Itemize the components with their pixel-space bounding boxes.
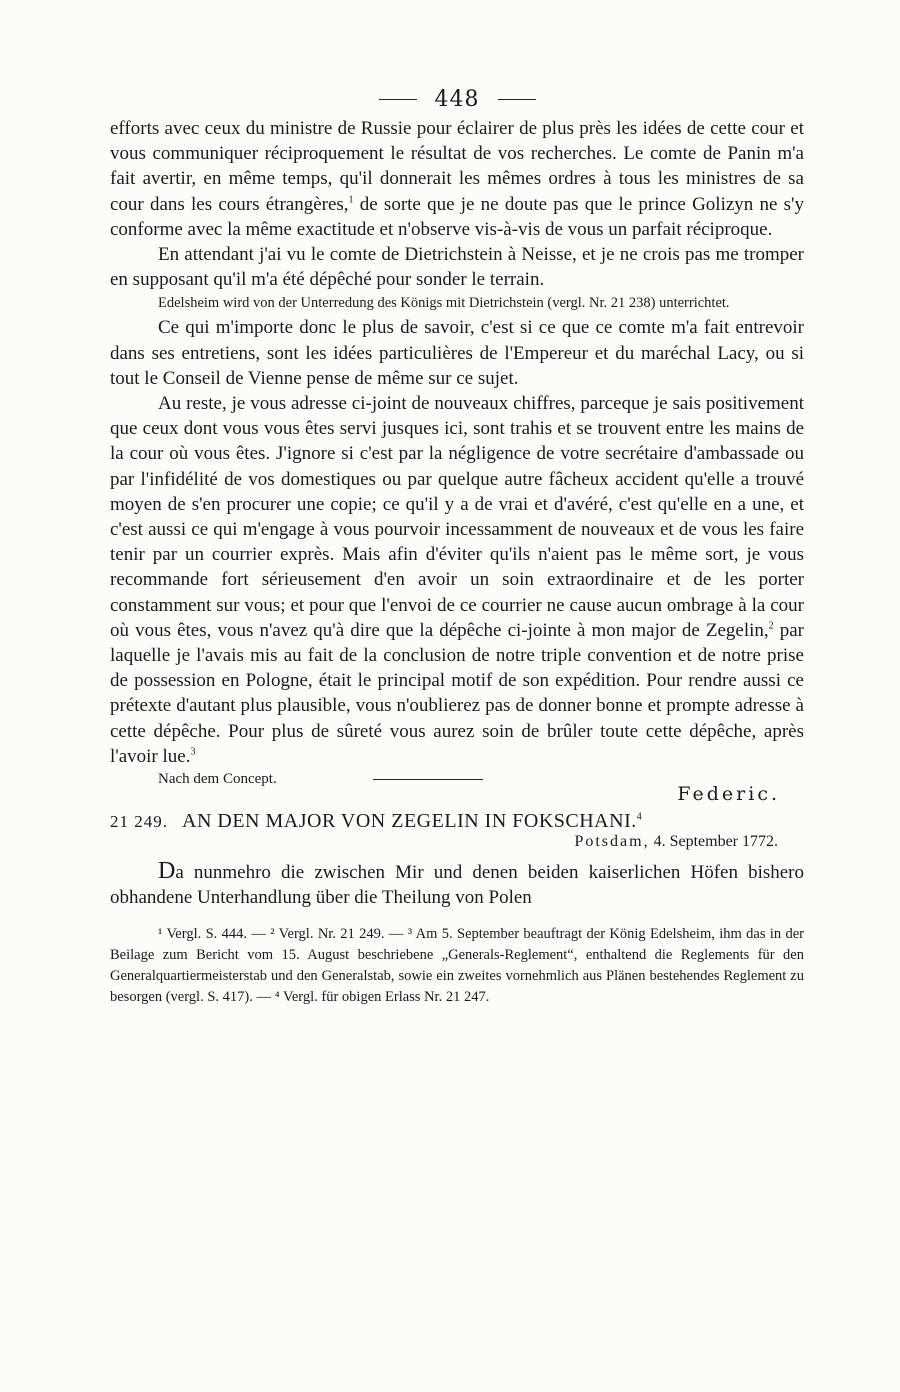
footnote-ref-4: 4 [636,811,643,823]
source-note: Nach dem Concept. [158,771,277,788]
letter-title: AN DEN MAJOR VON ZEGELIN IN FOKSCHANI. [182,810,637,833]
paragraph-2: En attendant j'ai vu le comte de Dietrichstein à Neisse, et je ne crois pas me tromper en supposant qu'il m'a été dépêché pour sonder le terrain. [110,244,804,291]
header-dash-left [379,99,417,100]
dateline-date: 4. September 1772. [653,833,778,851]
footnote-text: ¹ Vergl. S. 444. — ² Vergl. Nr. 21 249. — ³ Am 5. September beauftragt der König Edelsheim, ihm das in der Beilage zum Bericht vom 15. August beschriebene „Generals-Reglement“, enthaltend die Reglements für den Generalquartiermeisterstab und den Generalstab, sowie ein zweites vornehmlich aus Plänen bestehendes Reglement zu besorgen (vergl. S. 417). — ⁴ Vergl. für obigen Erlass Nr. 21 247. [110,926,804,1006]
paragraph-3: Ce qui m'importe donc le plus de savoir, c'est si ce que ce comte m'a fait entrevoir dans ses entretiens, sont les idées particulières de l'Empereur et du maréchal Lacy, ou si tout le Conseil de Vienne pense de même sur ce sujet. [110,317,804,389]
letter-number: 21 249. [110,812,168,832]
letter-opening: Da nunmehro die zwischen Mir und denen beiden kaiserlichen Höfen bishero obhandene Unterhandlung über die Theilung von Polen [110,858,804,909]
header-dash-right [498,99,536,100]
paragraph-4: Au reste, je vous adresse ci-joint de nouveaux chiffres, parceque je sais positivement que ceux dont vous vous êtes servi jusques ici, sont trahis et se trouvent entre les mains de la cour où vous êtes. J'ignore si c'est par la négligence de votre secrétaire d'ambassade ou par l'infidélité de vos domestiques ou par quelque autre fâcheux accident qu'elle a trouvé moyen de s'en procurer une copie; ce qu'il y a de vrai et d'avéré, c'est qu'elle en a une, et c'est aussi ce qui m'engage à vous pourvoir incessamment de nouveaux et de vous les faire tenir par un courrier exprès. Mais afin d'éviter qu'ils n'aient pas le même sort, je vous recommande fort sérieusement d'en avoir un soin extraordinaire et de les porter constamment sur vous; et pour que l'envoi de ce courrier ne cause aucun ombrage à la cour où vous êtes, vous n'avez qu'à dire que la dépêche ci-jointe à mon major de Zegelin,$^2$ par laquelle je l'avais mis au fait de la conclusion de notre triple convention et de notre prise de possession en Pologne, était le principal motif de son expédition. Pour rendre aussi ce prétexte d'autant plus plausible, vous n'oublierez pas de donner bonne et prompte adresse à cette dépêche. Pour plus de sûreté vous aurez soin de brûler toute cette dépêche, après l'avoir lue.$^3$ [110,393,805,767]
dropcap: D [158,858,176,885]
page-header [110,82,804,116]
footnotes [110,924,804,1008]
dateline [110,833,804,851]
document-page [110,82,804,1008]
footnote-ref-1: 1 [348,194,354,206]
dateline-place: Potsdam, [574,833,650,851]
letter-heading [110,810,804,833]
footnote-ref-2: 2 [768,620,774,632]
editorial-note: Edelsheim wird von der Unterredung des Königs mit Dietrichstein (vergl. Nr. 21 238) unterrichtet. [158,295,730,312]
paragraph-1: efforts avec ceux du ministre de Russie pour éclairer de plus près les idées de cette cour et vous communiquer réciproquement le résultat de vos recherches. Le comte de Panin m'a fait avertir, en même temps, qu'il donnerait les mêmes ordres à tous les ministres de sa cour dans les cours étrangères,$^1$ de sorte que je ne doute pas que le prince Golizyn ne s'y conforme avec la même exactitude et n'observe vis-à-vis de vous un parfait réciproque. [110,118,804,240]
footnote-ref-3: 3 [190,746,196,758]
page-number: 448 [434,86,480,112]
signature: Federic. [677,783,780,806]
section-divider [373,779,483,780]
